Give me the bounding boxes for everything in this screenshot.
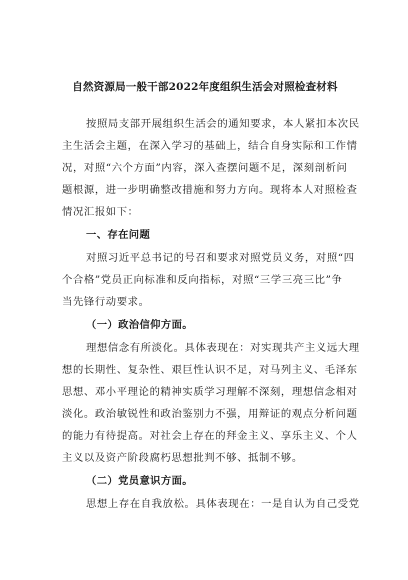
- intro-line: 题根源，进一步明确整改措施和努力方向。现将本人对照检查: [62, 184, 358, 196]
- subsection2-line: 思想上存在自我放松。具体表现在：一是自认为自己受党: [86, 498, 360, 510]
- subsection1-line: 的能力有待提高。对社会上存在的拜金主义、享乐主义、个人: [62, 430, 358, 442]
- subsection1-line: 理想信念有所淡化。具体表现在：对实现共产主义远大理: [86, 342, 360, 354]
- subsection-heading-party: （二）党员意识方面。: [86, 475, 193, 487]
- subsection-heading-political: （一）政治信仰方面。: [86, 319, 193, 331]
- document-title: 自然资源局一般干部2022年度组织生活会对照检查材料: [72, 81, 338, 93]
- section-heading-problems: 一、存在问题: [86, 229, 151, 241]
- intro-line: 主生活会主题，在深入学习的基础上，结合自身实际和工作情: [62, 140, 358, 152]
- intro-line: 按照局支部开展组织生活会的通知要求，本人紧扣本次民: [86, 118, 360, 130]
- intro-line: 情况汇报如下：: [62, 206, 139, 218]
- subsection1-line: 主义以及资产阶段腐朽思想批判不够、抵制不够。: [62, 452, 303, 464]
- section1-line: 当先锋行动要求。: [62, 296, 150, 308]
- section1-line: 个合格”党员正向标准和反向指标，对照“三学三亮三比”争: [62, 274, 343, 286]
- intro-line: 况，对照“六个方面”内容，深入查摆问题不足，深刻剖析问: [62, 162, 348, 174]
- subsection1-line: 想的长期性、复杂性、艰巨性认识不足，对马列主义、毛泽东: [62, 364, 358, 376]
- subsection1-line: 淡化。政治敏锐性和政治鉴别力不强，用辩证的观点分析问题: [62, 408, 358, 420]
- section1-line: 对照习近平总书记的号召和要求对照党员义务，对照“四: [86, 252, 355, 264]
- subsection1-line: 思想、邓小平理论的精神实质学习理解不深刻，理想信念相对: [62, 386, 358, 398]
